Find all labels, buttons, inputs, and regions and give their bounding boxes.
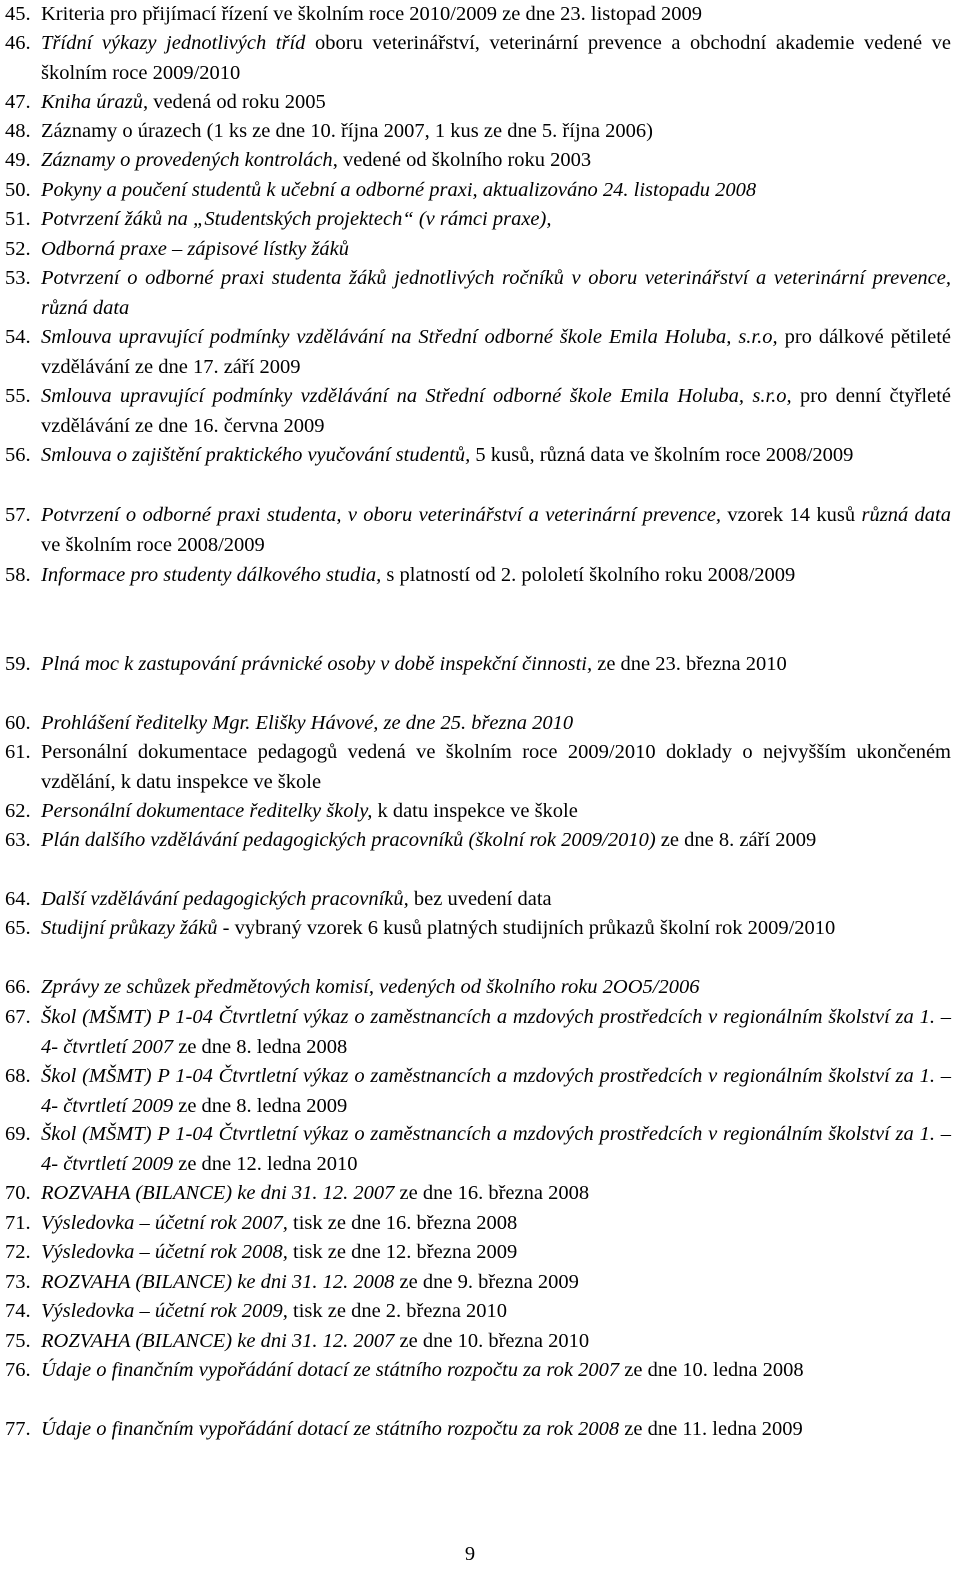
item-number: 68. (5, 1065, 31, 1087)
italic-text: Odborná praxe – zápisové lístky žáků (41, 238, 350, 260)
italic-text: Údaje o finančním vypořádání dotací ze státního rozpočtu za rok 2007 (41, 1359, 620, 1381)
list-item (5, 1268, 951, 1298)
italic-text: Potvrzení o odborné praxi studenta, v oboru veterinářství a veterinární prevence, (41, 504, 722, 526)
text-segment: ze dne 10. ledna 2008 (619, 1359, 804, 1381)
item-number: 47. (5, 91, 31, 113)
list-item (5, 501, 951, 560)
item-number: 45. (5, 3, 31, 25)
item-text (41, 501, 951, 560)
text-segment: ze dne 10. března 2010 (394, 1330, 590, 1352)
list-item (5, 176, 951, 206)
italic-text: Studijní průkazy žáků (41, 917, 218, 939)
item-number: 46. (5, 32, 31, 54)
item-text (41, 1238, 951, 1268)
list-item (5, 738, 951, 797)
list-item (5, 885, 951, 915)
text-segment: ze dne 8. ledna 2008 (173, 1035, 348, 1058)
list-item (5, 323, 951, 382)
list-item (5, 1209, 951, 1239)
italic-text: Smlouva o zajištění praktického vyučování studentů, (41, 444, 471, 466)
item-number: 65. (5, 917, 31, 939)
text-segment: ze dne 16. března 2008 (394, 1182, 590, 1204)
page-number: 9 (464, 1543, 476, 1565)
text-segment: oboru veterinářství, veterinární prevence a obchodní akademie vedené ve školním roce 2009/2010 (41, 32, 951, 84)
italic-text: Údaje o finančním vypořádání dotací ze státního rozpočtu za rok 2008 (41, 1418, 620, 1440)
italic-text: Zprávy ze schůzek předmětových komisí, vedených od školního roku 2OO5/2006 (41, 976, 700, 998)
item-number: 52. (5, 238, 31, 260)
item-number: 72. (5, 1241, 31, 1263)
italic-text: Potvrzení o odborné praxi studenta žáků jednotlivých ročníků v oboru veterinářství a veterinární prevence, různá data (41, 267, 951, 319)
list-item (5, 88, 951, 118)
item-number: 58. (5, 564, 31, 586)
list-item (5, 117, 951, 147)
italic-text: Informace pro studenty dálkového studia, (41, 564, 382, 586)
item-text (41, 1179, 951, 1209)
text-segment: ze dne 8. září 2009 (655, 829, 817, 851)
italic-text: Záznamy o provedených kontrolách (41, 149, 333, 171)
item-number: 57. (5, 504, 31, 526)
item-text (41, 382, 951, 441)
list-item (5, 205, 951, 235)
list-item (5, 1356, 951, 1386)
italic-text: Výsledovka – účetní rok 2009, (41, 1300, 288, 1322)
list-item (5, 382, 951, 441)
item-number: 76. (5, 1359, 31, 1381)
text-segment: ze dne 12. ledna 2010 (173, 1152, 358, 1175)
text-segment: tisk ze dne 16. března 2008 (287, 1212, 518, 1234)
item-number: 62. (5, 800, 31, 822)
text-segment: , vedené od školního roku 2003 (332, 149, 592, 171)
italic-text: Kniha úrazů (41, 91, 143, 113)
item-number: 54. (5, 326, 31, 348)
list-item (5, 1062, 951, 1121)
item-number: 63. (5, 829, 31, 851)
italic-text: Pokyny a poučení studentů k učební a odborné praxi, aktualizováno 24. listopadu 2008 (41, 179, 757, 201)
item-text (41, 29, 951, 88)
item-number: 53. (5, 267, 31, 289)
text-segment: ve školním roce 2008/2009 (41, 533, 265, 556)
italic-text: Plná moc k zastupování právnické osoby v době inspekční činnosti, (41, 653, 593, 675)
text-segment: , vedená od roku 2005 (142, 91, 326, 113)
text-segment: ze dne 9. března 2009 (394, 1271, 579, 1293)
item-text (41, 235, 951, 265)
list-item (5, 973, 951, 1003)
text-segment: k datu inspekce ve škole (372, 800, 578, 822)
item-number: 60. (5, 712, 31, 734)
item-number: 56. (5, 444, 31, 466)
text-segment: tisk ze dne 2. března 2010 (287, 1300, 508, 1322)
item-number: 77. (5, 1418, 31, 1440)
item-number: 73. (5, 1271, 31, 1293)
text-segment: s platností od 2. pololetí školního roku 2008/2009 (381, 564, 796, 586)
item-text (41, 1209, 951, 1239)
item-text (41, 323, 951, 382)
text-segment: ze dne 23. března 2010 (592, 653, 787, 675)
text-segment: pro denní čtyřleté vzdělávání ze dne 16. června 2009 (41, 385, 951, 437)
item-text (41, 1268, 951, 1298)
italic-text: různá data (861, 504, 951, 526)
item-number: 61. (5, 741, 31, 763)
item-number: 66. (5, 976, 31, 998)
item-text (41, 1003, 951, 1062)
item-number: 48. (5, 120, 31, 142)
italic-text: Škol (MŠMT) P 1-04 Čtvrtletní výkaz o zaměstnancích a mzdových prostředcích v regionálním školství za 1. – 4- čtvrtletí 2009 (41, 1065, 951, 1117)
list-item (5, 1179, 951, 1209)
item-text (41, 650, 951, 680)
text-segment: vzorek 14 kusů (721, 504, 862, 526)
list-item (5, 1415, 951, 1445)
list-item (5, 29, 951, 88)
list-item (5, 1003, 951, 1062)
list-item (5, 1120, 951, 1179)
italic-text: ROZVAHA (BILANCE) ke dni 31. 12. 2007 (41, 1330, 395, 1352)
italic-text: Škol (MŠMT) P 1-04 Čtvrtletní výkaz o zaměstnancích a mzdových prostředcích v regionálním školství za 1. – 4- čtvrtletí 2007 (41, 1006, 951, 1058)
item-text (41, 176, 951, 206)
item-text (41, 88, 951, 118)
item-text (41, 1120, 951, 1179)
item-text (41, 1297, 951, 1327)
list-item (5, 1297, 951, 1327)
item-number: 71. (5, 1212, 31, 1234)
text-segment: bez uvedení data (408, 888, 552, 910)
list-item (5, 0, 951, 30)
item-text (41, 0, 951, 30)
item-text (41, 1356, 951, 1386)
italic-text: ROZVAHA (BILANCE) ke dni 31. 12. 2008 (41, 1271, 395, 1293)
text-segment: Kriteria pro přijímací řízení ve školním roce 2010/2009 ze dne 23. listopad 2009 (41, 3, 702, 25)
text-segment: Záznamy o úrazech (1 ks ze dne 10. října 2007, 1 kus ze dne 5. října 2006) (41, 120, 653, 142)
item-text (41, 264, 951, 323)
item-number: 55. (5, 385, 31, 407)
text-segment: tisk ze dne 12. března 2009 (287, 1241, 518, 1263)
item-text (41, 885, 951, 915)
italic-text: Smlouva upravující podmínky vzdělávání na Střední odborné škole Emila Holuba, s.r.o, (41, 326, 778, 348)
italic-text: Výsledovka – účetní rok 2007, (41, 1212, 288, 1234)
item-text (41, 914, 951, 944)
item-text (41, 146, 951, 176)
item-number: 69. (5, 1123, 31, 1145)
item-text (41, 1062, 951, 1121)
text-segment: ze dne 11. ledna 2009 (619, 1418, 803, 1440)
item-text (41, 797, 951, 827)
item-text (41, 709, 951, 739)
list-item (5, 1327, 951, 1357)
item-text (41, 738, 951, 797)
item-text (41, 973, 951, 1003)
italic-text: Personální dokumentace ředitelky školy, (41, 800, 373, 822)
item-number: 74. (5, 1300, 31, 1322)
item-number: 75. (5, 1330, 31, 1352)
italic-text: Plán dalšího vzdělávání pedagogických pracovníků (školní rok 2009/2010) (41, 829, 656, 851)
italic-text: Třídní výkazy jednotlivých tříd (41, 32, 306, 54)
item-text (41, 117, 951, 147)
item-number: 59. (5, 653, 31, 675)
item-text (41, 1415, 951, 1445)
text-segment: ze dne 8. ledna 2009 (173, 1094, 348, 1117)
text-segment: pro dálkové pětileté vzdělávání ze dne 17. září 2009 (41, 326, 951, 378)
list-item (5, 1238, 951, 1268)
list-item (5, 709, 951, 739)
item-text (41, 826, 951, 856)
item-number: 50. (5, 179, 31, 201)
list-item (5, 441, 951, 471)
item-number: 49. (5, 149, 31, 171)
italic-text: Další vzdělávání pedagogických pracovníků, (41, 888, 409, 910)
item-text (41, 1327, 951, 1357)
italic-text: Prohlášení ředitelky Mgr. Elišky Hávové, ze dne 25. března 2010 (41, 712, 574, 734)
list-item (5, 914, 951, 944)
list-item (5, 264, 951, 323)
italic-text: Potvrzení žáků na „Studentských projektech“ (v rámci praxe), (41, 208, 552, 230)
item-number: 64. (5, 888, 31, 910)
list-item (5, 797, 951, 827)
text-segment: - vybraný vzorek 6 kusů platných studijních průkazů školní rok 2009/2010 (217, 917, 836, 939)
list-item (5, 235, 951, 265)
item-number: 51. (5, 208, 31, 230)
italic-text: ROZVAHA (BILANCE) ke dni 31. 12. 2007 (41, 1182, 395, 1204)
item-text (41, 441, 951, 471)
item-number: 67. (5, 1006, 31, 1028)
item-text (41, 561, 951, 591)
text-segment: Personální dokumentace pedagogů vedená ve školním roce 2009/2010 doklady o nejvyšším ukončeném vzdělání, k datu inspekce ve škole (41, 741, 951, 793)
text-segment: 5 kusů, různá data ve školním roce 2008/2009 (470, 444, 854, 466)
list-item (5, 826, 951, 856)
list-item (5, 561, 951, 591)
list-item (5, 146, 951, 176)
item-text (41, 205, 951, 235)
italic-text: Škol (MŠMT) P 1-04 Čtvrtletní výkaz o zaměstnancích a mzdových prostředcích v regionálním školství za 1. – 4- čtvrtletí 2009 (41, 1123, 951, 1175)
list-item (5, 650, 951, 680)
italic-text: Výsledovka – účetní rok 2008, (41, 1241, 288, 1263)
item-number: 70. (5, 1182, 31, 1204)
italic-text: Smlouva upravující podmínky vzdělávání na Střední odborné škole Emila Holuba, s.r.o, (41, 385, 792, 407)
